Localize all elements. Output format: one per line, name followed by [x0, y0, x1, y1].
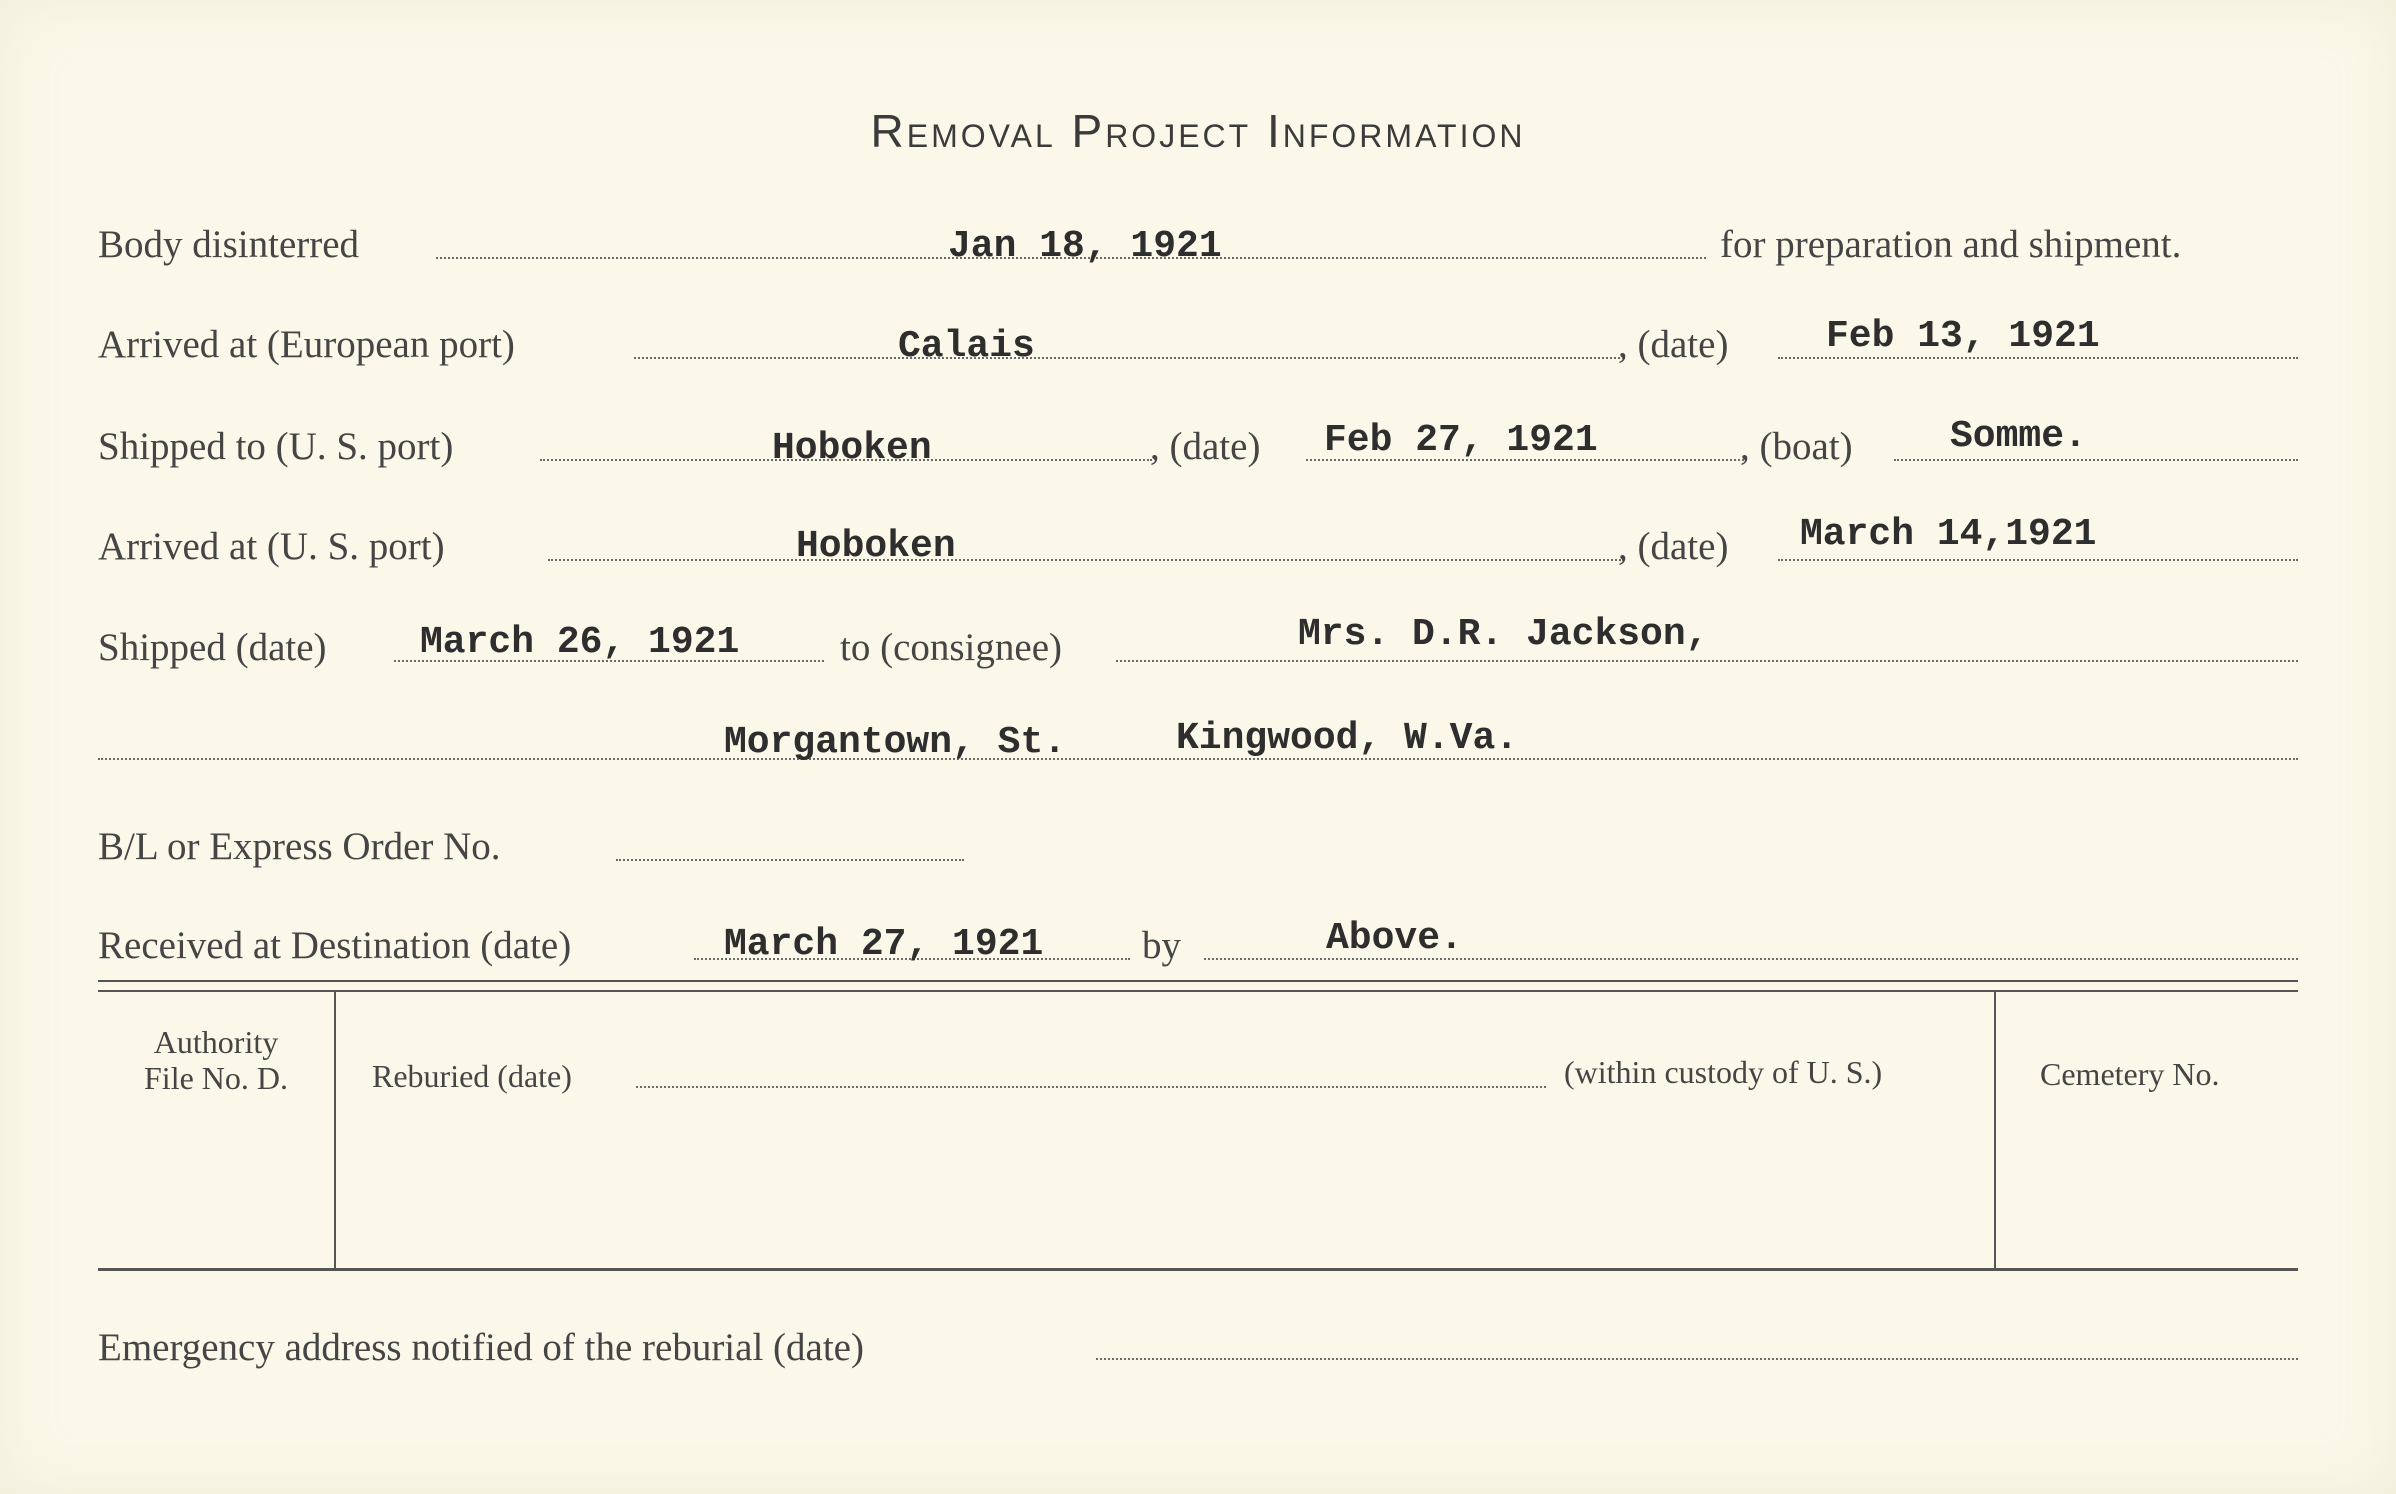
disinterred-date[interactable]: Jan 18, 1921	[948, 225, 1222, 268]
table-bottom-rule	[98, 1268, 2298, 1271]
bl-line[interactable]	[616, 859, 964, 861]
received-label: Received at Destination (date)	[98, 924, 572, 967]
consignee-line	[1116, 660, 2298, 662]
emergency-line[interactable]	[1096, 1358, 2298, 1360]
custody-label: (within custody of U. S.)	[1564, 1054, 1883, 1090]
address-city[interactable]: Kingwood, W.Va.	[1176, 717, 1519, 760]
arrived-us-port[interactable]: Hoboken	[796, 525, 956, 568]
shipped-us-port[interactable]: Hoboken	[772, 427, 932, 470]
address-street[interactable]: Morgantown, St.	[724, 721, 1067, 764]
received-by-label: by	[1142, 924, 1181, 967]
shipped-date-label: Shipped (date)	[98, 626, 327, 669]
bl-label: B/L or Express Order No.	[98, 825, 501, 868]
table-top-rule-1	[98, 980, 2298, 982]
reburied-line[interactable]	[636, 1086, 1546, 1088]
consignee-label: to (consignee)	[840, 626, 1063, 669]
table-divider-right	[1994, 992, 1996, 1268]
shipped-us-date[interactable]: Feb 27, 1921	[1324, 419, 1598, 462]
arrived-us-label: Arrived at (U. S. port)	[98, 525, 445, 568]
disinterred-suffix: for preparation and shipment.	[1720, 223, 2182, 266]
shipped-us-boat[interactable]: Somme.	[1950, 415, 2087, 458]
disinterred-label: Body disinterred	[98, 223, 360, 266]
shipped-us-date-label: , (date)	[1150, 425, 1261, 468]
consignee-name[interactable]: Mrs. D.R. Jackson,	[1298, 613, 1709, 656]
arrived-eu-label: Arrived at (European port)	[98, 323, 515, 366]
arrived-us-port-line	[548, 559, 1624, 561]
arrived-eu-date-label: , (date)	[1618, 323, 1729, 366]
shipped-us-label: Shipped to (U. S. port)	[98, 425, 454, 468]
authority-label-1: Authority	[153, 1024, 279, 1060]
arrived-eu-port[interactable]: Calais	[898, 325, 1035, 368]
table-divider-left	[334, 992, 336, 1268]
received-date[interactable]: March 27, 1921	[724, 923, 1044, 966]
arrived-eu-port-line	[634, 357, 1624, 359]
card-title: Removal Project Information	[870, 105, 1526, 157]
shipped-date[interactable]: March 26, 1921	[420, 621, 740, 664]
emergency-label: Emergency address notified of the reburial (date)	[98, 1326, 864, 1369]
reburied-label: Reburied (date)	[372, 1058, 572, 1094]
authority-label-2: File No. D.	[144, 1060, 288, 1096]
table-top-rule-2	[98, 990, 2298, 992]
arrived-us-date[interactable]: March 14,1921	[1800, 513, 2097, 556]
shipped-us-boat-label: , (boat)	[1740, 425, 1853, 468]
arrived-us-date-label: , (date)	[1618, 525, 1729, 568]
arrived-eu-date[interactable]: Feb 13, 1921	[1826, 315, 2100, 358]
cemetery-label: Cemetery No.	[2040, 1056, 2220, 1092]
received-by[interactable]: Above.	[1326, 917, 1463, 960]
shipped-us-boat-line	[1894, 459, 2298, 461]
arrived-us-date-line	[1778, 559, 2298, 561]
